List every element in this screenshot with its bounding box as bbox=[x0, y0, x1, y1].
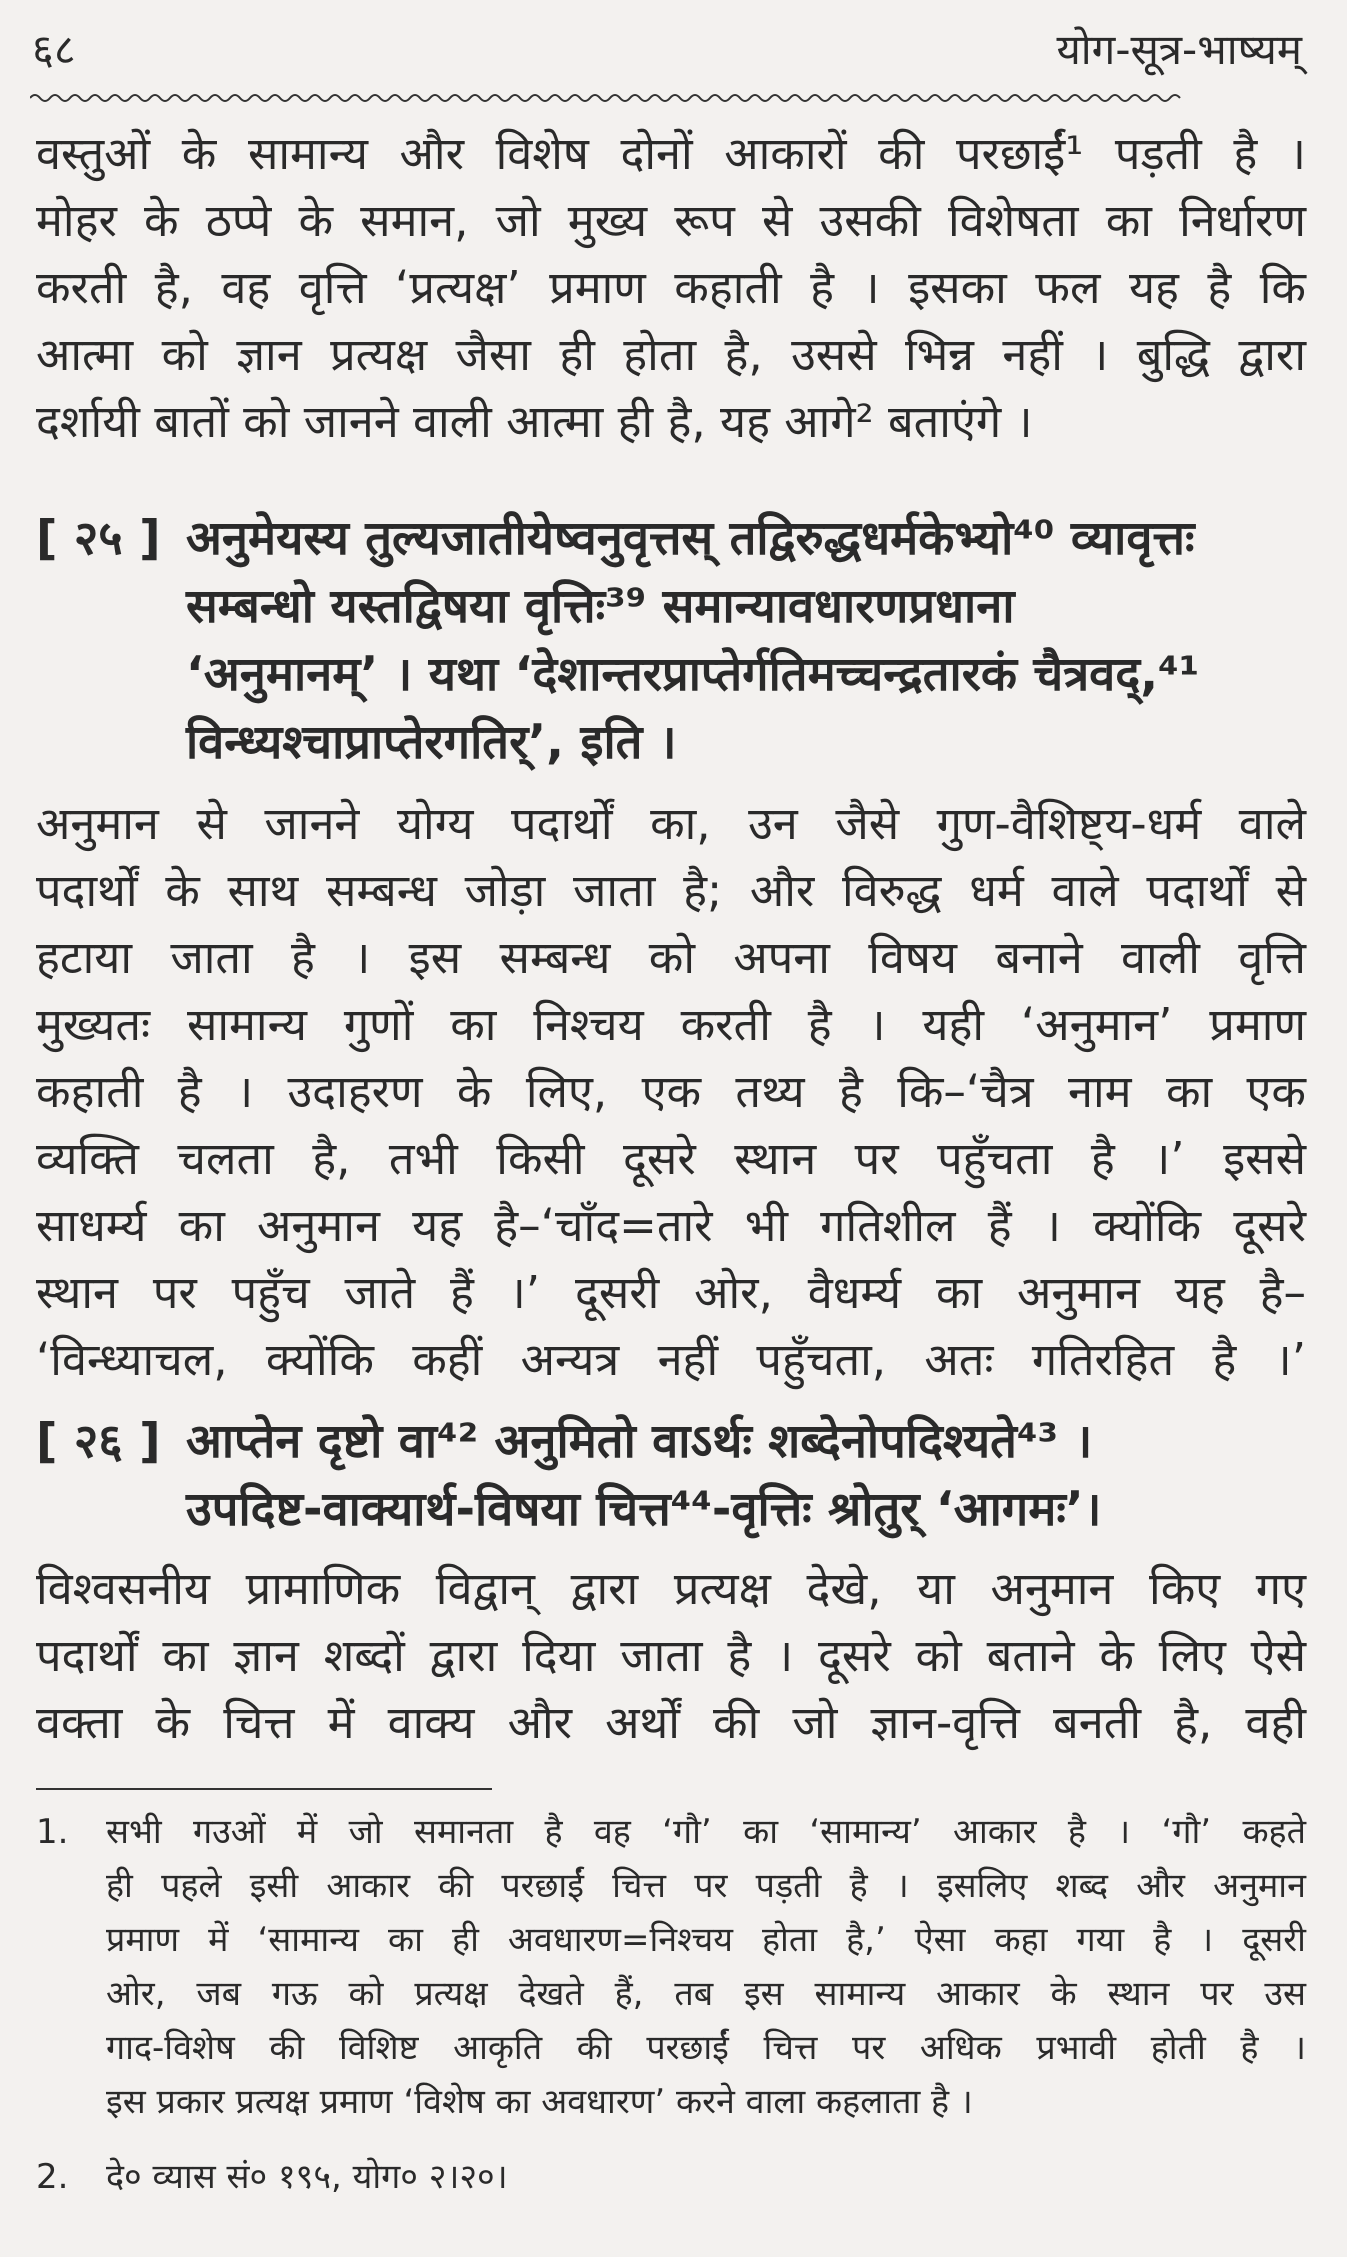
text-line: दर्शायी बातों को जानने वाली आत्मा ही है, यह आगे² बताएंगे । bbox=[36, 395, 1033, 448]
text-line: कहाती है । उदाहरण के लिए, एक तथ्य है कि–‘चैत्र नाम का एक bbox=[36, 1065, 1306, 1118]
text-line: आत्मा को ज्ञान प्रत्यक्ष जैसा ही होता है, उससे भिन्न नहीं । बुद्धि द्वारा bbox=[36, 328, 1306, 381]
page-number: ६८ bbox=[32, 25, 76, 74]
sutra-line: सम्बन्धो यस्तद्विषया वृत्तिः³⁹ समान्यावधारणप्रधाना bbox=[186, 579, 1015, 634]
sutra-number: [ २६ ] bbox=[36, 1414, 161, 1469]
wavy-divider bbox=[30, 88, 1300, 108]
text-line: वक्ता के चित्त में वाक्य और अर्थों की जो ज्ञान-वृत्ति बनती है, वही bbox=[36, 1696, 1306, 1749]
paragraph-1 bbox=[36, 120, 1306, 455]
footnote-line: दे० व्यास सं० १९५, योग० २।२०। bbox=[106, 2157, 508, 2197]
footnote-line: प्रमाण में ‘सामान्य का ही अवधारण=निश्चय होता है,’ ऐसा कहा गया है । दूसरी bbox=[106, 1920, 1306, 1960]
text-line: व्यक्ति चलता है, तभी किसी दूसरे स्थान पर पहुँचता है ।’ इससे bbox=[36, 1132, 1306, 1185]
sutra-number: [ २५ ] bbox=[36, 511, 161, 566]
footnote-line: इस प्रकार प्रत्यक्ष प्रमाण ‘विशेष का अवधारण’ करने वाला कहलाता है । bbox=[106, 2082, 973, 2122]
sutra-line: ‘अनुमानम्’ । यथा ‘देशान्तरप्राप्तेर्गतिमच्चन्द्रतारकं चैत्रवद्,⁴¹ bbox=[186, 647, 1200, 702]
text-line: वस्तुओं के सामान्य और विशेष दोनों आकारों की परछाईं¹ पड़ती है । bbox=[36, 127, 1306, 180]
footnote-mark: 1. bbox=[36, 1812, 69, 1852]
footnote-line: ही पहले इसी आकार की परछाईं चित्त पर पड़ती है । इसलिए शब्द और अनुमान bbox=[106, 1866, 1306, 1906]
text-line: करती है, वह वृत्ति ‘प्रत्यक्ष’ प्रमाण कहाती है । इसका फल यह है कि bbox=[36, 261, 1306, 314]
sutra-line: विन्ध्यश्चाप्राप्तेरगतिर्’, इति । bbox=[186, 715, 677, 770]
sutra-line: अनुमेयस्य तुल्यजातीयेष्वनुवृत्तस् तद्विरुद्धधर्मकेभ्यो⁴⁰ व्यावृत्तः bbox=[186, 511, 1195, 566]
text-line: ‘विन्ध्याचल, क्योंकि कहीं अन्यत्र नहीं पहुँचता, अतः गतिरहित है ।’ bbox=[36, 1333, 1306, 1386]
text-line: मुख्यतः सामान्य गुणों का निश्चय करती है । यही ‘अनुमान’ प्रमाण bbox=[36, 998, 1306, 1051]
sutra-26 bbox=[36, 1408, 1306, 1544]
text-line: पदार्थों के साथ सम्बन्ध जोड़ा जाता है; और विरुद्ध धर्म वाले पदार्थों से bbox=[36, 864, 1306, 917]
text-line: हटाया जाता है । इस सम्बन्ध को अपना विषय बनाने वाली वृत्ति bbox=[36, 931, 1306, 984]
footnote-rule bbox=[36, 1788, 492, 1790]
text-line: साधर्म्य का अनुमान यह है–‘चाँद=तारे भी गतिशील हैं । क्योंकि दूसरे bbox=[36, 1199, 1306, 1252]
page-header bbox=[32, 20, 1302, 80]
footnote-1 bbox=[36, 1805, 1306, 2129]
footnote-line: ओर, जब गऊ को प्रत्यक्ष देखते हैं, तब इस सामान्य आकार के स्थान पर उस bbox=[106, 1974, 1306, 2014]
footnote-mark: 2. bbox=[36, 2157, 69, 2197]
running-title: योग-सूत्र-भाष्यम् bbox=[1056, 25, 1302, 74]
sutra-line: आप्तेन दृष्टो वा⁴² अनुमितो वाऽर्थः शब्देनोपदिश्यते⁴³ । bbox=[186, 1414, 1093, 1469]
paragraph-3 bbox=[36, 1555, 1306, 1756]
text-line: पदार्थों का ज्ञान शब्दों द्वारा दिया जाता है । दूसरे को बताने के लिए ऐसे bbox=[36, 1629, 1306, 1682]
text-line: विश्वसनीय प्रामाणिक विद्वान् द्वारा प्रत्यक्ष देखे, या अनुमान किए गए bbox=[36, 1562, 1306, 1615]
text-line: अनुमान से जानने योग्य पदार्थों का, उन जैसे गुण-वैशिष्ट्य-धर्म वाले bbox=[36, 797, 1306, 850]
paragraph-2 bbox=[36, 790, 1306, 1393]
footnote-line: सभी गउओं में जो समानता है वह ‘गौ’ का ‘सामान्य’ आकार है । ‘गौ’ कहते bbox=[106, 1812, 1306, 1852]
sutra-25 bbox=[36, 505, 1306, 777]
footnote-line: गाद-विशेष की विशिष्ट आकृति की परछाईं चित्त पर अधिक प्रभावी होती है । bbox=[106, 2028, 1306, 2068]
text-line: मोहर के ठप्पे के समान, जो मुख्य रूप से उसकी विशेषता का निर्धारण bbox=[36, 194, 1306, 247]
text-line: स्थान पर पहुँच जाते हैं ।’ दूसरी ओर, वैधर्म्य का अनुमान यह है– bbox=[36, 1266, 1306, 1319]
footnote-2 bbox=[36, 2150, 1306, 2204]
sutra-line: उपदिष्ट-वाक्यार्थ-विषया चित्त⁴⁴-वृत्तिः श्रोतुर् ‘आगमः’। bbox=[186, 1482, 1102, 1537]
